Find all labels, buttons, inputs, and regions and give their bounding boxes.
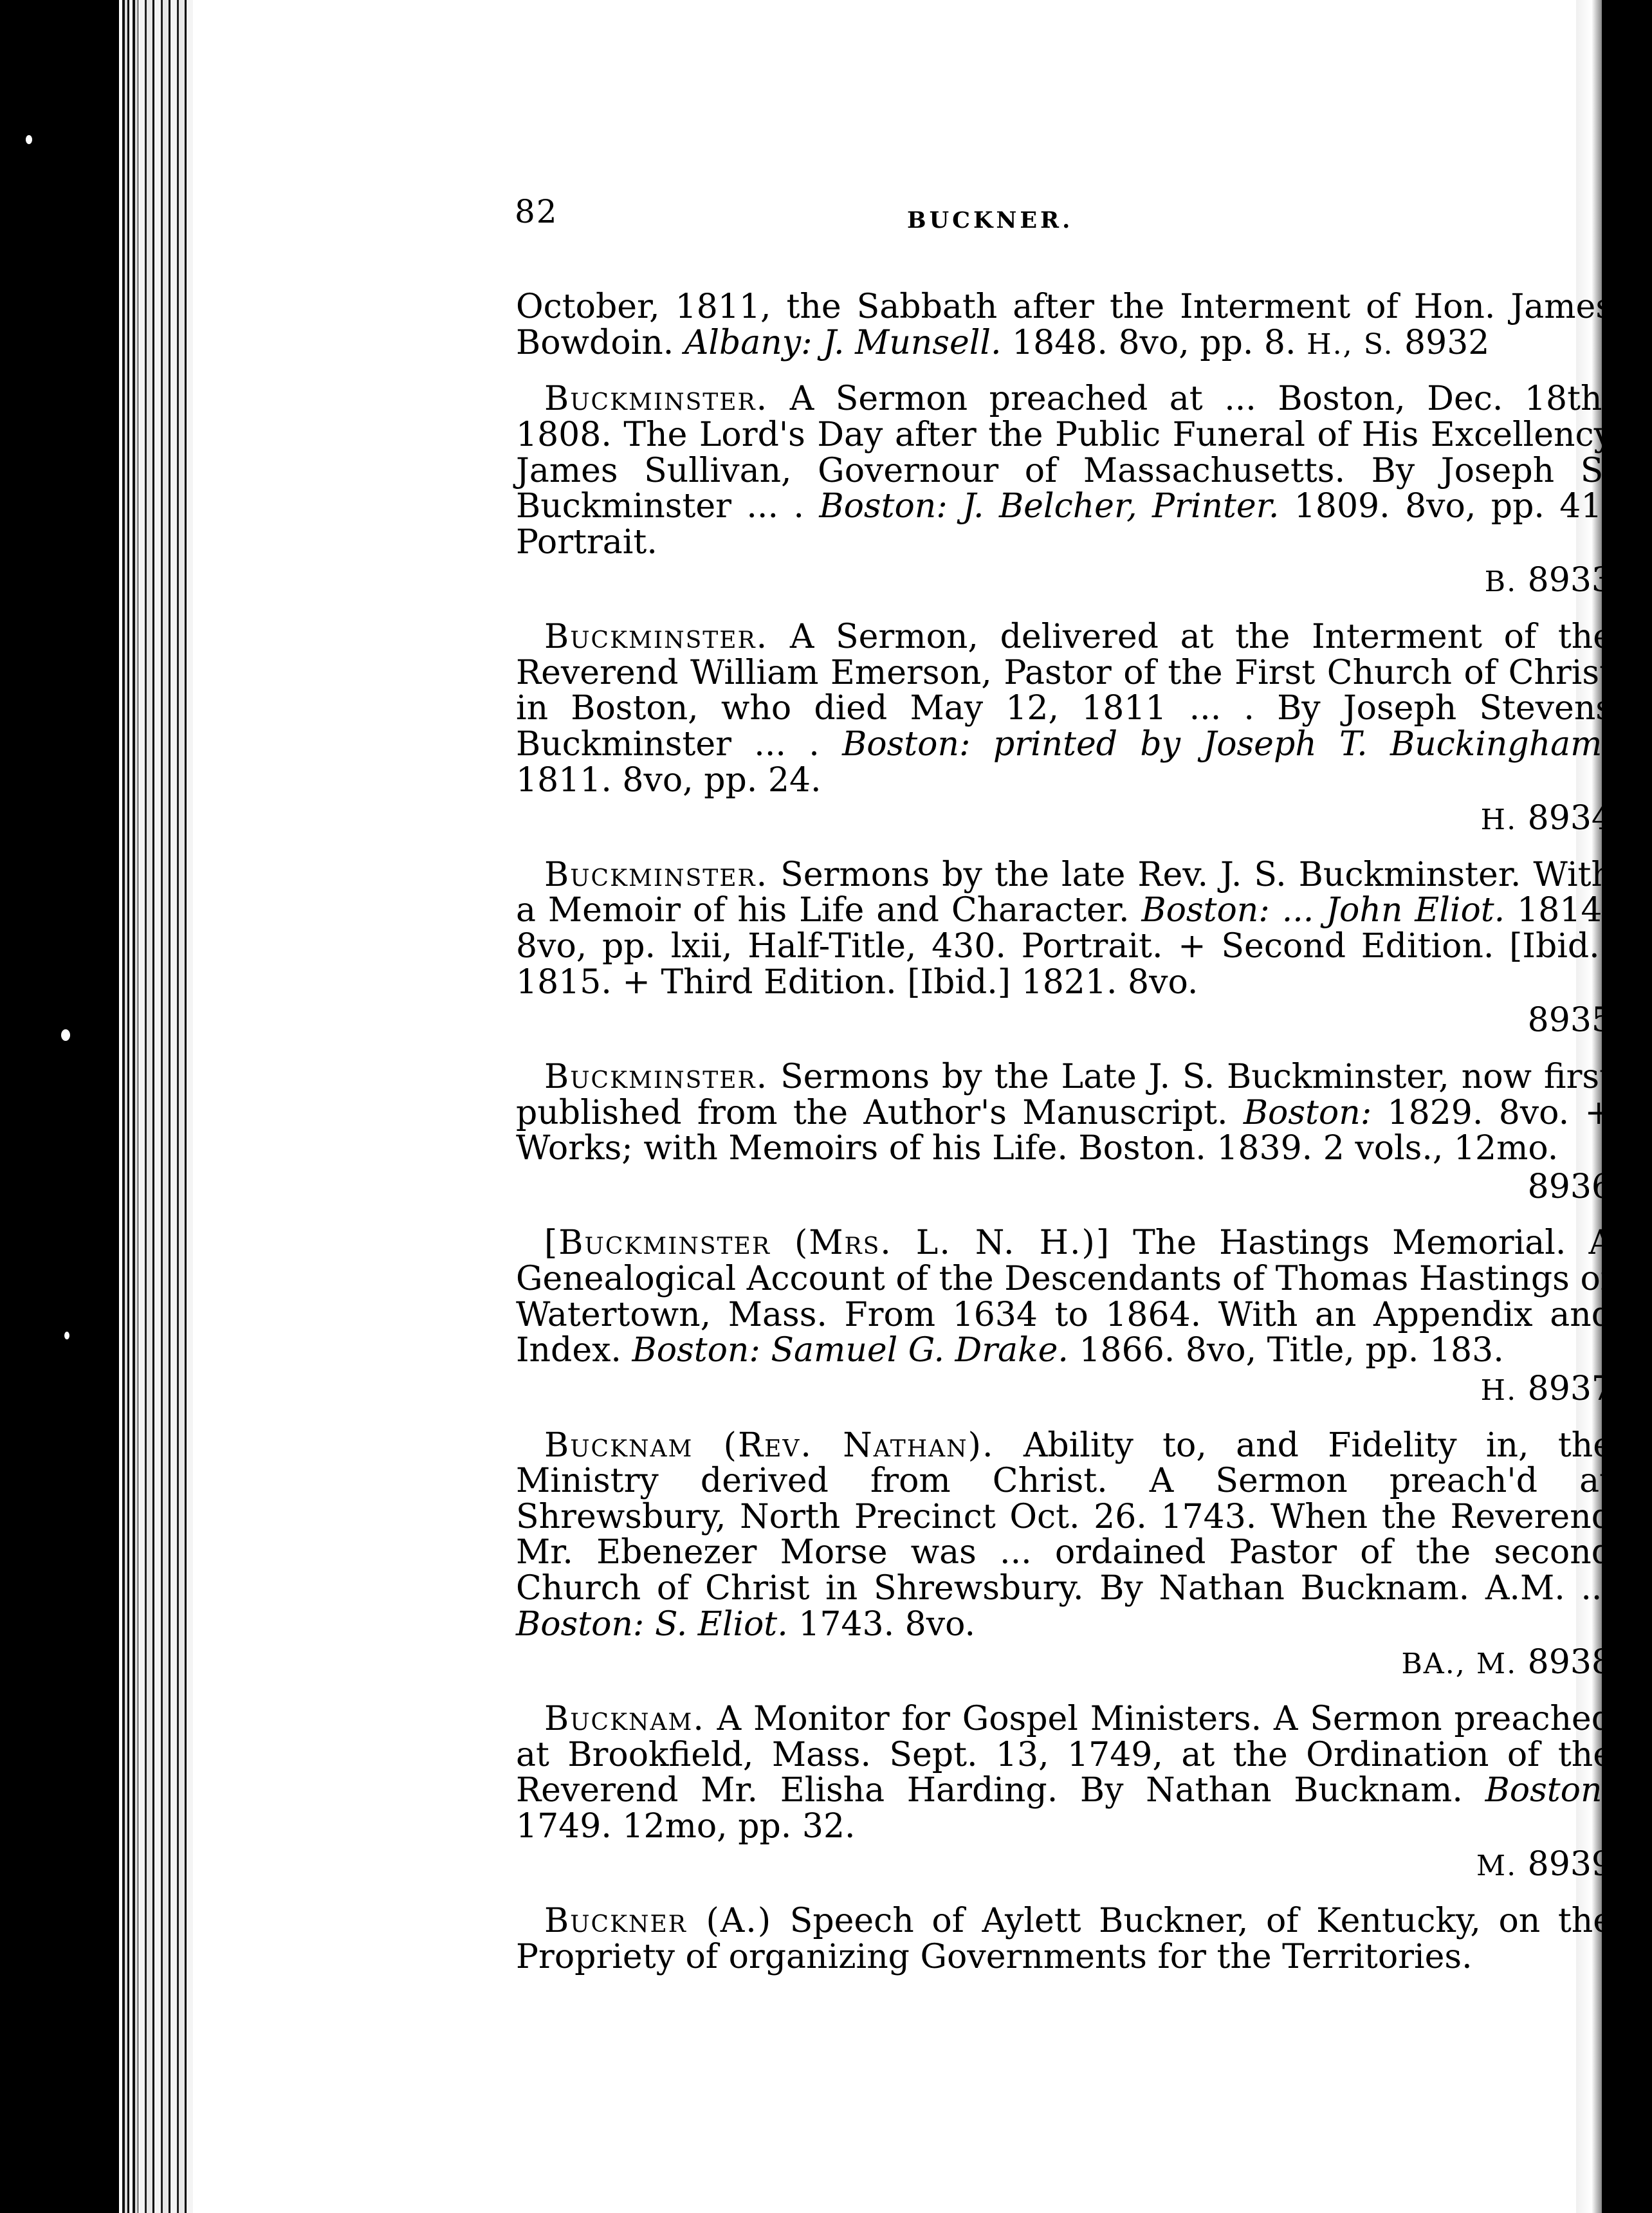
entry-imprint: Boston:	[1243, 1093, 1372, 1132]
entry-details: 1866. 8vo, Title, pp. 183.	[1079, 1331, 1504, 1370]
entry-details: 1814. 8vo, pp. lxii, Half-Title, 430. Portrait. + Second Edition. [Ibid.] 1815. + Third Edition. [Ibid.] 1821. 8vo.	[516, 891, 1613, 1002]
entry-number: 8939	[1527, 1845, 1613, 1884]
book-edge-left	[119, 0, 138, 2213]
entry-heading: Bucknam (Rev. Nathan).	[544, 1426, 995, 1465]
entry-heading: Buckminster.	[544, 380, 769, 419]
entry-locator	[1296, 324, 1490, 362]
entry-locator	[516, 1369, 1613, 1408]
bibliography-entry	[516, 1226, 1613, 1407]
scan-speck	[61, 1029, 70, 1041]
entry-number: 8934	[1527, 799, 1613, 838]
entry-collections: BA., M.	[1401, 1648, 1518, 1681]
entry-locator	[516, 801, 1613, 837]
entry-locator	[516, 1847, 1613, 1883]
entry-details: 1743. 8vo.	[798, 1604, 976, 1644]
entry-imprint: Boston: S. Eliot.	[516, 1604, 788, 1644]
entry-heading: Buckminster.	[544, 855, 769, 894]
bibliography-entry	[516, 1428, 1613, 1681]
entry-imprint: Boston: printed by Joseph T. Buckingham.	[842, 724, 1613, 764]
entry-title: A Monitor for Gospel Ministers. A Sermon preached at Brookfield, Mass. Sept. 13, 1749, at the Ordination of the Reverend Mr. Elisha Harding. By Nathan Bucknam.	[516, 1699, 1613, 1810]
entry-heading: [Buckminster (Mrs. L. N. H.)]	[544, 1224, 1111, 1263]
scan-speck	[26, 135, 32, 144]
entry-details: 1749. 12mo, pp. 32.	[516, 1806, 856, 1846]
entry-imprint: Albany: J. Munsell.	[684, 323, 1002, 362]
entry-imprint: Boston: Samuel G. Drake.	[632, 1331, 1069, 1370]
bibliography-entry	[516, 289, 1613, 361]
entry-collections: H., S.	[1307, 327, 1394, 361]
bibliography-entries	[516, 289, 1613, 1996]
bibliography-entry	[516, 1904, 1613, 1975]
entry-collections: H.	[1480, 1373, 1518, 1407]
entry-title: A Sermon, delivered at the Interment of the Reverend William Emerson, Pastor of the First Church of Christ in Boston, who died May 12, 1811 ... . By Joseph Stevens Buckminster ... .	[516, 618, 1613, 764]
bibliography-entry	[516, 1057, 1613, 1206]
entry-title: Ability to, and Fidelity in, the Ministry derived from Christ. A Sermon preach'd at Shrewsbury, North Precinct Oct. 26. 1743. When the Reverend Mr. Ebenezer Morse was ... ordained Pastor of the second Church of Christ in Shrewsbury. By Nathan Bucknam. A.M. ...	[516, 1426, 1613, 1608]
entry-details: 1829. 8vo. + Works; with Memoirs of his Life. Boston. 1839. 2 vols., 12mo.	[516, 1093, 1613, 1168]
entry-number: 8935	[1527, 1001, 1613, 1040]
entry-number: 8937	[1527, 1369, 1613, 1408]
entry-imprint: Boston: J. Belcher, Printer.	[819, 487, 1280, 526]
entry-title: Sermons by the late Rev. J. S. Buckminster. With a Memoir of his Life and Character.	[516, 855, 1613, 930]
entry-number: 8936	[1527, 1167, 1613, 1206]
entry-heading: Bucknam.	[544, 1699, 705, 1738]
entry-title: Speech of Aylett Buckner, of Kentucky, on the Propriety of organizing Governments for the Territories.	[516, 1902, 1613, 1976]
entry-imprint: Boston.	[1485, 1771, 1613, 1810]
bibliography-entry	[516, 381, 1613, 599]
entry-details: 1848. 8vo, pp. 8.	[1012, 323, 1296, 362]
bibliography-entry	[516, 855, 1613, 1040]
entry-locator	[516, 563, 1613, 599]
entry-locator	[516, 1167, 1613, 1206]
entry-details: 1811. 8vo, pp. 24.	[516, 760, 821, 800]
entry-locator	[516, 1645, 1613, 1681]
entry-heading: Buckminster.	[544, 1057, 769, 1096]
scan-speck	[64, 1332, 69, 1339]
entry-details: 1809. 8vo, pp. 41. Portrait.	[516, 487, 1613, 562]
bibliography-entry	[516, 1699, 1613, 1884]
bibliography-entry	[516, 620, 1613, 837]
entry-collections: H.	[1480, 803, 1518, 837]
entry-heading: Buckner (A.)	[544, 1902, 773, 1940]
page-number: 82	[515, 193, 558, 230]
entry-title: The Hastings Memorial. A Genealogical Account of the Descendants of Thomas Hastings of Watertown, Mass. From 1634 to 1864. With an Appendix and Index.	[516, 1224, 1613, 1370]
entry-imprint: Boston: ... John Eliot.	[1141, 891, 1505, 930]
entry-collections: M.	[1476, 1850, 1518, 1883]
entry-locator	[516, 1003, 1613, 1039]
running-head: BUCKNER.	[907, 207, 1074, 234]
entry-title: A Sermon preached at ... Boston, Dec. 18th, 1808. The Lord's Day after the Public Funeral of His Excellency James Sullivan, Governour of Massachusetts. By Joseph S. Buckminster ... .	[516, 380, 1613, 526]
entry-title: Sermons by the Late J. S. Buckminster, now first published from the Author's Manuscript.	[516, 1057, 1613, 1132]
entry-heading: Buckminster.	[544, 618, 769, 656]
book-edge-left-inner	[138, 0, 196, 2213]
entry-title: October, 1811, the Sabbath after the Interment of Hon. James Bowdoin.	[516, 288, 1613, 362]
entry-number: 8938	[1527, 1643, 1613, 1682]
entry-number: 8933	[1527, 561, 1613, 600]
book-page	[193, 0, 1613, 2213]
entry-collections: B.	[1484, 565, 1518, 599]
entry-number: 8932	[1404, 323, 1490, 362]
